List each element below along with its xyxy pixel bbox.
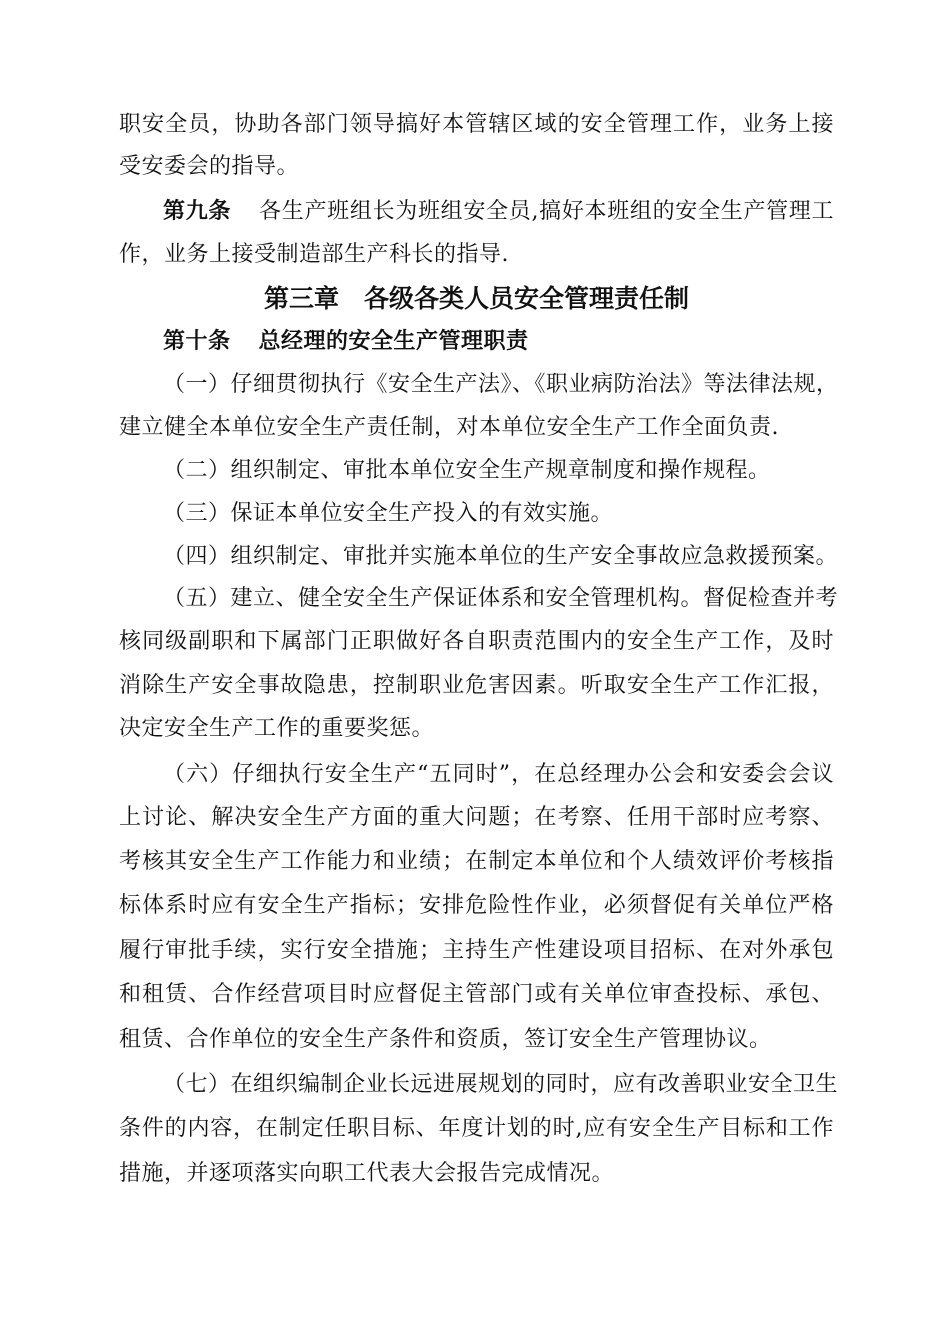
paragraph-line: （二）组织制定、审批本单位安全生产规章制度和操作规程。 (163, 458, 771, 483)
paragraph-line: 租赁、合作单位的安全生产条件和资质，签订安全生产管理协议。 (119, 1027, 772, 1052)
article-9-text: 各生产班组长为班组安全员,搞好本班组的安全生产管理工 (259, 199, 834, 224)
paragraph-line: 措施，并逐项落实向职工代表大会报告完成情况。 (119, 1161, 615, 1186)
paragraph-line: （六）仔细执行安全生产“五同时”，在总经理办公会和安委会会议 (163, 762, 834, 787)
article-10-heading (163, 326, 834, 356)
paragraph-line: （五）建立、健全安全生产保证体系和安全管理机构。督促检查并考 (163, 586, 839, 611)
article-9-line (163, 196, 834, 227)
paragraph-line: 作，业务上接受制造部生产科长的指导. (119, 242, 509, 267)
chapter-title: 第三章 各级各类人员安全管理责任制 (263, 284, 689, 313)
paragraph-line: 条件的内容，在制定任职目标、年度计划的时,应有安全生产目标和工作 (119, 1116, 834, 1141)
paragraph-line: （一）仔细贯彻执行《安全生产法》、《职业病防治法》等法律法规， (163, 372, 839, 397)
article-10-label: 第十条 (163, 328, 231, 354)
paragraph-line: 职安全员，协助各部门领导搞好本管辖区域的安全管理工作，业务上接 (119, 112, 834, 137)
paragraph-line: 标体系时应有安全生产指标；安排危险性作业，必须督促有关单位严格 (119, 893, 834, 918)
paragraph-line: 消除生产安全事故隐患，控制职业危害因素。听取安全生产工作汇报， (119, 673, 834, 698)
paragraph-line: 和租赁、合作经营项目时应督促主管部门或有关单位审查投标、承包、 (119, 982, 834, 1007)
paragraph-line: 履行审批手续，实行安全措施；主持生产性建设项目招标、在对外承包 (119, 938, 834, 963)
paragraph-line: （七）在组织编制企业长远进展规划的同时，应有改善职业安全卫生 (163, 1072, 839, 1097)
paragraph-line: （三）保证本单位安全生产投入的有效实施。 (163, 501, 614, 526)
paragraph-line: 建立健全本单位安全生产责任制，对本单位安全生产工作全面负责. (119, 415, 779, 440)
paragraph-line: 上讨论、解决安全生产方面的重大问题；在考察、任用干部时应考察、 (119, 805, 834, 830)
article-10-title: 总经理的安全生产管理职责 (258, 328, 529, 354)
paragraph-line: （四）组织制定、审批并实施本单位的生产安全事故应急救援预案。 (163, 544, 839, 569)
paragraph-line: 受安委会的指导。 (119, 154, 300, 179)
paragraph-line: 考核其安全生产工作能力和业绩；在制定本单位和个人绩效评价考核指 (119, 849, 834, 874)
paragraph-line: 核同级副职和下属部门正职做好各自职责范围内的安全生产工作，及时 (119, 629, 834, 654)
paragraph-line: 决定安全生产工作的重要奖惩。 (119, 716, 435, 741)
article-9-label: 第九条 (163, 198, 232, 224)
